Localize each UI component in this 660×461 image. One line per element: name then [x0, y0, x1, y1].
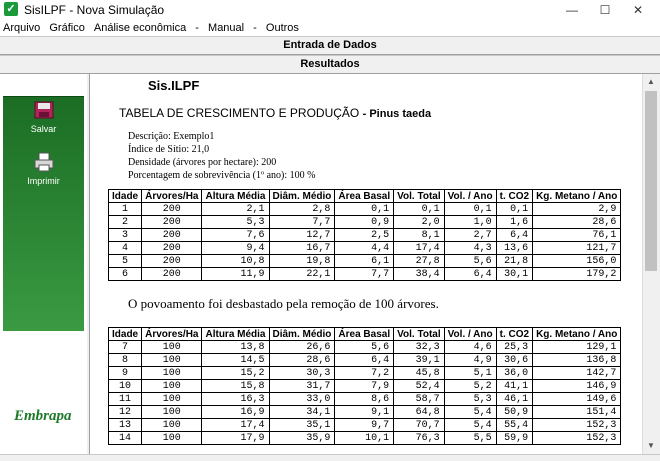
- table-row: [109, 393, 621, 406]
- table-cell: 200: [142, 229, 202, 242]
- table-row: [109, 229, 621, 242]
- table-row: [109, 268, 621, 281]
- table-cell: 7,7: [269, 216, 335, 229]
- table-cell: 2,1: [202, 203, 269, 216]
- column-header: Altura Média: [202, 328, 269, 341]
- table-cell: 200: [142, 242, 202, 255]
- table-cell: 142,7: [533, 367, 621, 380]
- table-cell: 5,6: [444, 255, 496, 268]
- table-cell: 8,1: [394, 229, 445, 242]
- menu-analise-economica[interactable]: Análise econômica: [93, 22, 187, 34]
- table-cell: 41,1: [496, 380, 532, 393]
- table-cell: 4,6: [444, 341, 496, 354]
- resultados-bar[interactable]: Resultados: [0, 55, 660, 74]
- column-header: Árvores/Ha: [142, 190, 202, 203]
- table-cell: 100: [142, 354, 202, 367]
- table-cell: 0,1: [496, 203, 532, 216]
- table-cell: 32,3: [394, 341, 445, 354]
- table-cell: 1,0: [444, 216, 496, 229]
- table-cell: 33,0: [269, 393, 335, 406]
- table-cell: 7,6: [202, 229, 269, 242]
- table-cell: 6,4: [496, 229, 532, 242]
- column-header: Kg. Metano / Ano: [533, 190, 621, 203]
- table-cell: 35,9: [269, 432, 335, 445]
- table-cell: 46,1: [496, 393, 532, 406]
- menu-arquivo[interactable]: Arquivo: [3, 22, 41, 34]
- menu-separator: -: [253, 22, 257, 34]
- table-cell: 3: [109, 229, 142, 242]
- info-survival: Porcentagem de sobrevivência (1º ano): 100 %: [128, 170, 316, 181]
- column-header: Idade: [109, 190, 142, 203]
- table-cell: 9,7: [335, 419, 394, 432]
- window-title: SisILPF - Nova Simulação: [24, 3, 165, 17]
- table-cell: 30,3: [269, 367, 335, 380]
- table-cell: 5,2: [444, 380, 496, 393]
- table-cell: 12: [109, 406, 142, 419]
- table-cell: 100: [142, 406, 202, 419]
- table-cell: 12,7: [269, 229, 335, 242]
- table-cell: 22,1: [269, 268, 335, 281]
- column-header: Diâm. Médio: [269, 328, 335, 341]
- simulation-info: [128, 130, 315, 182]
- table-cell: 7,2: [335, 367, 394, 380]
- column-header: Idade: [109, 328, 142, 341]
- column-header: Área Basal: [335, 190, 394, 203]
- table-cell: 7: [109, 341, 142, 354]
- column-header: Diâm. Médio: [269, 190, 335, 203]
- minimize-button[interactable]: —: [566, 3, 578, 17]
- table-cell: 13: [109, 419, 142, 432]
- report-title: [119, 106, 431, 120]
- table-cell: 25,3: [496, 341, 532, 354]
- table-cell: 4: [109, 242, 142, 255]
- table-row: [109, 341, 621, 354]
- table-cell: 6: [109, 268, 142, 281]
- scroll-up-icon[interactable]: ▲: [647, 77, 655, 86]
- table-cell: 7,9: [335, 380, 394, 393]
- table-row: [109, 367, 621, 380]
- table-cell: 100: [142, 341, 202, 354]
- save-icon: [33, 100, 55, 120]
- table-cell: 2: [109, 216, 142, 229]
- table-cell: 100: [142, 432, 202, 445]
- table-cell: 200: [142, 268, 202, 281]
- table-cell: 152,3: [533, 432, 621, 445]
- column-header: Kg. Metano / Ano: [533, 328, 621, 341]
- print-button[interactable]: [0, 152, 87, 186]
- table-cell: 5,4: [444, 406, 496, 419]
- report-view: [89, 74, 642, 454]
- table-cell: 2,7: [444, 229, 496, 242]
- embrapa-logo: Embrapa: [14, 408, 72, 424]
- table-cell: 5,6: [335, 341, 394, 354]
- scroll-thumb[interactable]: [645, 91, 657, 271]
- column-header: t. CO2: [496, 190, 532, 203]
- table-cell: 15,2: [202, 367, 269, 380]
- table-cell: 129,1: [533, 341, 621, 354]
- table-cell: 2,5: [335, 229, 394, 242]
- column-header: Vol. / Ano: [444, 328, 496, 341]
- table-cell: 45,8: [394, 367, 445, 380]
- table-cell: 21,8: [496, 255, 532, 268]
- table-row: [109, 203, 621, 216]
- table-cell: 52,4: [394, 380, 445, 393]
- table-cell: 5,5: [444, 432, 496, 445]
- table-cell: 136,8: [533, 354, 621, 367]
- table-cell: 2,8: [269, 203, 335, 216]
- table-cell: 17,4: [394, 242, 445, 255]
- table-cell: 4,4: [335, 242, 394, 255]
- table-cell: 16,3: [202, 393, 269, 406]
- table-cell: 26,6: [269, 341, 335, 354]
- info-description: Descrição: Exemplo1: [128, 131, 215, 142]
- table-row: [109, 406, 621, 419]
- table-cell: 14: [109, 432, 142, 445]
- report-title-text: TABELA DE CRESCIMENTO E PRODUÇÃO: [119, 106, 360, 120]
- table-cell: 17,9: [202, 432, 269, 445]
- table-cell: 17,4: [202, 419, 269, 432]
- table-cell: 10,8: [202, 255, 269, 268]
- table-cell: 16,7: [269, 242, 335, 255]
- table-cell: 14,5: [202, 354, 269, 367]
- table-cell: 50,9: [496, 406, 532, 419]
- table-cell: 2,9: [533, 203, 621, 216]
- table-cell: 100: [142, 380, 202, 393]
- table-cell: 31,7: [269, 380, 335, 393]
- table-row: [109, 354, 621, 367]
- column-header: Altura Média: [202, 190, 269, 203]
- thinning-note: O povoamento foi desbastado pela remoção de 100 árvores.: [128, 296, 439, 311]
- table-cell: 8,6: [335, 393, 394, 406]
- table-row: [109, 380, 621, 393]
- menu-bar: [0, 20, 660, 36]
- table-cell: 76,3: [394, 432, 445, 445]
- table-cell: 2,0: [394, 216, 445, 229]
- table-cell: 70,7: [394, 419, 445, 432]
- table-cell: 5,3: [202, 216, 269, 229]
- vertical-scrollbar[interactable]: [642, 74, 659, 454]
- table-cell: 5: [109, 255, 142, 268]
- table-header-row: [109, 190, 621, 203]
- table-cell: 16,9: [202, 406, 269, 419]
- table-cell: 15,8: [202, 380, 269, 393]
- table-cell: 7,7: [335, 268, 394, 281]
- table-cell: 28,6: [533, 216, 621, 229]
- app-icon: ✓: [4, 2, 18, 16]
- table-cell: 4,3: [444, 242, 496, 255]
- menu-manual[interactable]: Manual: [208, 22, 245, 34]
- table-cell: 27,8: [394, 255, 445, 268]
- column-header: Árvores/Ha: [142, 328, 202, 341]
- entrada-de-dados-bar[interactable]: Entrada de Dados: [0, 36, 660, 55]
- table-cell: 200: [142, 203, 202, 216]
- table-cell: 11,9: [202, 268, 269, 281]
- scroll-down-icon[interactable]: ▼: [647, 441, 655, 450]
- sidebar: [0, 74, 87, 454]
- column-header: Vol. / Ano: [444, 190, 496, 203]
- report-app-name: Sis.ILPF: [148, 78, 200, 93]
- table-cell: 34,1: [269, 406, 335, 419]
- column-header: Vol. Total: [394, 190, 445, 203]
- table-cell: 9,4: [202, 242, 269, 255]
- table-cell: 11: [109, 393, 142, 406]
- table-cell: 19,8: [269, 255, 335, 268]
- table-cell: 151,4: [533, 406, 621, 419]
- table-cell: 0,1: [394, 203, 445, 216]
- table-row: [109, 419, 621, 432]
- table-cell: 4,9: [444, 354, 496, 367]
- table-cell: 200: [142, 216, 202, 229]
- table-cell: 64,8: [394, 406, 445, 419]
- info-density: Densidade (árvores por hectare): 200: [128, 157, 277, 168]
- table-cell: 9: [109, 367, 142, 380]
- table-cell: 146,9: [533, 380, 621, 393]
- table-cell: 13,8: [202, 341, 269, 354]
- table-cell: 58,7: [394, 393, 445, 406]
- table-cell: 35,1: [269, 419, 335, 432]
- table-cell: 100: [142, 393, 202, 406]
- table-cell: 1,6: [496, 216, 532, 229]
- table-cell: 55,4: [496, 419, 532, 432]
- title-bar: [0, 0, 660, 20]
- table-cell: 36,0: [496, 367, 532, 380]
- table-cell: 5,4: [444, 419, 496, 432]
- table-row: [109, 216, 621, 229]
- table-cell: 28,6: [269, 354, 335, 367]
- menu-grafico[interactable]: Gráfico: [49, 22, 85, 34]
- printer-icon: [33, 152, 55, 172]
- table-cell: 100: [142, 367, 202, 380]
- maximize-button[interactable]: ☐: [599, 3, 611, 17]
- table-cell: 6,1: [335, 255, 394, 268]
- table-cell: 38,4: [394, 268, 445, 281]
- growth-table-after-thinning: [108, 327, 621, 445]
- table-cell: 30,6: [496, 354, 532, 367]
- table-row: [109, 242, 621, 255]
- menu-outros[interactable]: Outros: [265, 22, 299, 34]
- table-cell: 149,6: [533, 393, 621, 406]
- report-species: - Pinus taeda: [362, 108, 432, 120]
- table-row: [109, 255, 621, 268]
- table-cell: 9,1: [335, 406, 394, 419]
- table-cell: 30,1: [496, 268, 532, 281]
- menu-separator: -: [195, 22, 199, 34]
- table-cell: 76,1: [533, 229, 621, 242]
- growth-table-before-thinning: [108, 189, 621, 281]
- save-button[interactable]: [0, 100, 87, 134]
- table-cell: 152,3: [533, 419, 621, 432]
- column-header: t. CO2: [496, 328, 532, 341]
- info-site-index: Índice de Sítio: 21,0: [128, 144, 210, 155]
- table-cell: 200: [142, 255, 202, 268]
- table-cell: 6,4: [444, 268, 496, 281]
- table-row: [109, 432, 621, 445]
- table-cell: 59,9: [496, 432, 532, 445]
- table-cell: 0,1: [444, 203, 496, 216]
- table-cell: 6,4: [335, 354, 394, 367]
- table-cell: 10: [109, 380, 142, 393]
- table-cell: 100: [142, 419, 202, 432]
- table-cell: 121,7: [533, 242, 621, 255]
- column-header: Área Basal: [335, 328, 394, 341]
- table-cell: 39,1: [394, 354, 445, 367]
- table-cell: 5,1: [444, 367, 496, 380]
- table-cell: 5,3: [444, 393, 496, 406]
- table-cell: 10,1: [335, 432, 394, 445]
- close-button[interactable]: ✕: [632, 3, 644, 17]
- table-cell: 13,6: [496, 242, 532, 255]
- table-cell: 1: [109, 203, 142, 216]
- table-cell: 0,1: [335, 203, 394, 216]
- table-cell: 156,0: [533, 255, 621, 268]
- table-header-row: [109, 328, 621, 341]
- table-cell: 0,9: [335, 216, 394, 229]
- table-cell: 179,2: [533, 268, 621, 281]
- table-cell: 8: [109, 354, 142, 367]
- column-header: Vol. Total: [394, 328, 445, 341]
- save-label: Salvar: [30, 124, 57, 134]
- print-label: Imprimir: [27, 176, 60, 186]
